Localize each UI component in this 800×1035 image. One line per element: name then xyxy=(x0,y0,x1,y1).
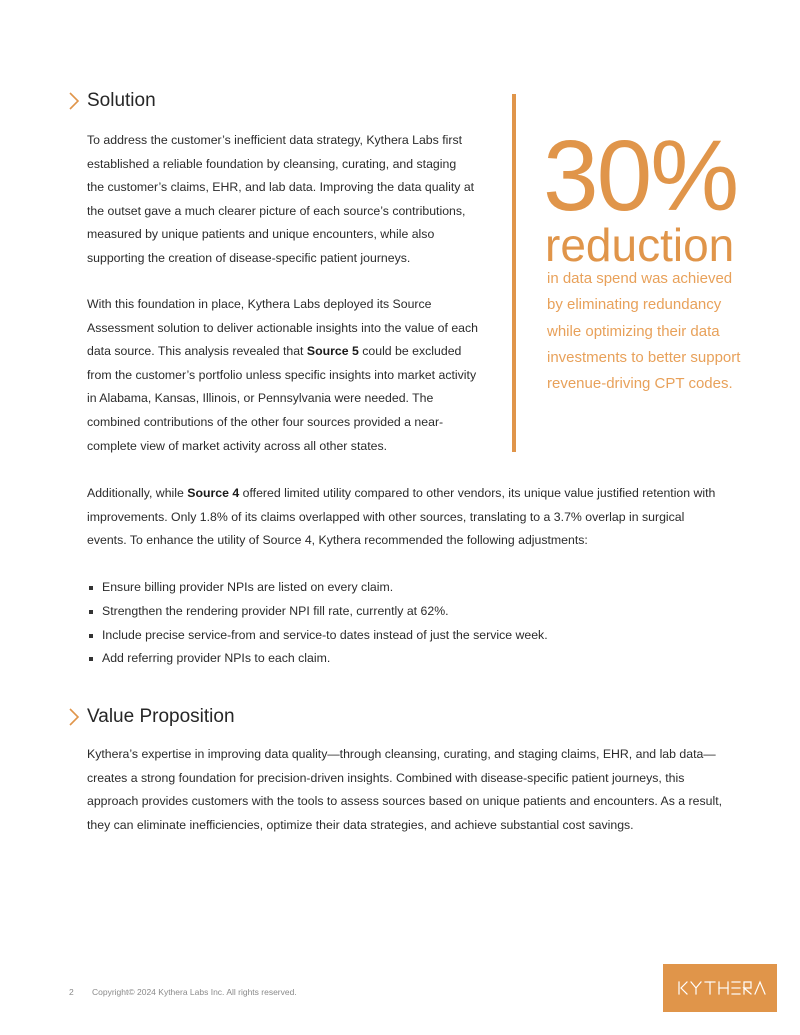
callout-description: in data spend was achieved by eliminating redundancy while optimizing their data investments to better support revenue-driving CPT codes. xyxy=(547,270,741,393)
callout-divider xyxy=(512,94,516,452)
paragraph-text: Additionally, while xyxy=(87,486,188,500)
source-5-highlight: Source 5 xyxy=(306,344,359,359)
kythera-logo xyxy=(663,964,777,1012)
callout-word: reduction xyxy=(545,219,735,271)
source-4-highlight: Source 4 xyxy=(187,486,240,500)
list-item: Add referring provider NPIs to each claim. xyxy=(87,647,548,671)
chevron-right-icon xyxy=(68,708,80,726)
solution-paragraph-1: To address the customer’s inefficient data strategy, Kythera Labs first established a reliable foundation by cleansing, curating, and staging the customer’s claims, EHR, and lab data. Improving the data quality at the outset gave a much clearer picture of each source’s contributions, measured by unique patients and unique encounters, while also supporting the creation of disease-specific patient journeys. xyxy=(87,133,475,265)
section-title-solution: Solution xyxy=(87,90,156,111)
list-item: Strengthen the rendering provider NPI fill rate, currently at 62%. xyxy=(87,600,548,624)
section-title-value-proposition: Value Proposition xyxy=(87,706,235,727)
list-item: Include precise service-from and service-to dates instead of just the service week. xyxy=(87,624,548,648)
solution-paragraph-3 xyxy=(87,482,723,553)
solution-paragraph-2 xyxy=(87,293,483,458)
copyright-text: Copyright© 2024 Kythera Labs Inc. All rights reserved. xyxy=(92,987,297,997)
kythera-logo-mark xyxy=(663,964,777,1012)
chevron-right-icon xyxy=(68,92,80,110)
adjustments-list xyxy=(87,576,548,671)
paragraph-text: could be excluded from the customer’s portfolio unless specific insights into market activity in Alabama, Kansas, Illinois, or Pennsylvania were needed. The combined contributions of the other four sources provided a near-complete view of market activity across all other states. xyxy=(87,344,477,453)
paragraph-text: offered limited utility compared to other vendors, its unique value justified retention with improvements. Only 1.8% of its claims overlapped with other sources, translating to a 3.7% overlap in surgical events. To enhance the utility of Source 4, Kythera recommended the following adjustments: xyxy=(87,486,716,548)
list-item: Ensure billing provider NPIs are listed on every claim. xyxy=(87,576,548,600)
page-number: 2 xyxy=(69,987,74,997)
value-proposition-paragraph: Kythera’s expertise in improving data quality—through cleansing, curating, and staging claims, EHR, and lab data—creates a strong foundation for precision-driven insights. Combined with disease-specific patient journeys, this approach provides customers with the tools to assess sources based on unique patients and encounters. As a result, they can eliminate inefficiencies, optimize their data strategies, and achieve substantial cost savings. xyxy=(87,747,723,832)
callout-number: 30% xyxy=(543,120,738,232)
paragraph-text: With this foundation in place, Kythera Labs deployed its Source Assessment solution to deliver actionable insights into the value of each data source. This analysis revealed that xyxy=(87,297,478,359)
